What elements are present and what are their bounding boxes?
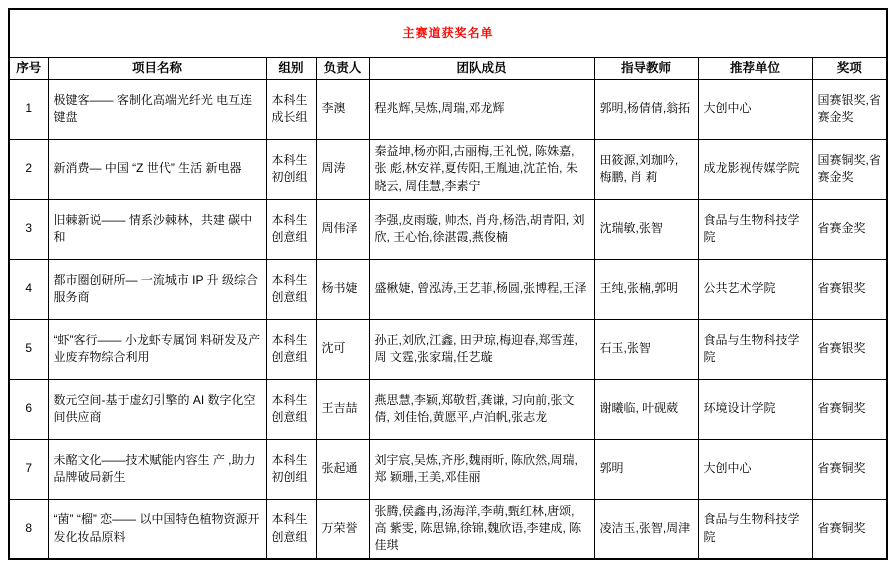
table-row: [9, 319, 887, 379]
cell-project: 旧棘新说—— 情系沙棘林，共建 碳中和: [48, 199, 266, 259]
cell-unit: 环境设计学院: [698, 379, 812, 439]
cell-no: 2: [9, 139, 48, 199]
cell-members: 盛楸婕, 曾泓涛,王艺菲,杨圆,张博程,王泽: [369, 259, 594, 319]
cell-advisors: 郭明: [594, 439, 698, 499]
cell-award: 省赛银奖: [812, 259, 887, 319]
cell-project: “菌” “榴” 恋—— 以中国特色植物资源开发化妆品原料: [48, 499, 266, 559]
cell-no: 1: [9, 79, 48, 139]
cell-advisors: 石玉,张智: [594, 319, 698, 379]
cell-leader: 万荣誉: [316, 499, 369, 559]
table-row: [9, 439, 887, 499]
table-row: [9, 379, 887, 439]
cell-members: 燕思慧,李颖,郑敬哲,龚谦, 习向前,张文倩, 刘佳怡,黄愿平,卢泊帆,张志龙: [369, 379, 594, 439]
cell-members: 张腾,侯鑫冉,汤海洋,李萌,甄红林,唐颂, 高 紫雯, 陈思锦,徐锦,魏欣语,李建成, 陈佳琪: [369, 499, 594, 559]
cell-advisors: 王纯,张楠,郭明: [594, 259, 698, 319]
cell-group: 本科生成长组: [266, 79, 316, 139]
cell-group: 本科生初创组: [266, 439, 316, 499]
cell-award: 省赛铜奖: [812, 499, 887, 559]
cell-no: 3: [9, 199, 48, 259]
cell-project: “虾”客行—— 小龙虾专属饲 料研发及产业废弃物综合利用: [48, 319, 266, 379]
cell-unit: 成龙影视传媒学院: [698, 139, 812, 199]
cell-project: 极键客—— 客制化高端光纤光 电互连键盘: [48, 79, 266, 139]
cell-no: 4: [9, 259, 48, 319]
page-title: 主赛道获奖名单: [9, 9, 887, 57]
column-header-advisors: 指导教师: [594, 57, 698, 79]
column-header-award: 奖项: [812, 57, 887, 79]
cell-members: 孙正,刘欣,江鑫, 田尹琼,梅迎春,郑雪莲,周 文霆,张家瑞,任艺璇: [369, 319, 594, 379]
cell-unit: 食品与生物科技学院: [698, 199, 812, 259]
table-row: [9, 139, 887, 199]
column-header-members: 团队成员: [369, 57, 594, 79]
table-header-row: [9, 57, 887, 79]
cell-members: 程兆辉,吴炼,周瑞,邓龙辉: [369, 79, 594, 139]
cell-unit: 公共艺术学院: [698, 259, 812, 319]
cell-leader: 张起通: [316, 439, 369, 499]
cell-members: 秦益坤,杨亦阳,古丽梅,王礼悦, 陈姝嘉, 张 彪,林安祥,夏传阳,王胤迪,沈芷怡, 朱晓云, 周佳慧,李素宁: [369, 139, 594, 199]
cell-no: 7: [9, 439, 48, 499]
cell-award: 国赛银奖,省赛金奖: [812, 79, 887, 139]
cell-group: 本科生创意组: [266, 379, 316, 439]
table-row: [9, 259, 887, 319]
cell-advisors: 田筱源,刘珈吟, 梅鹏, 肖 莉: [594, 139, 698, 199]
column-header-project: 项目名称: [48, 57, 266, 79]
table-row: [9, 499, 887, 559]
cell-group: 本科生初创组: [266, 139, 316, 199]
cell-unit: 食品与生物科技学院: [698, 319, 812, 379]
cell-award: 省赛金奖: [812, 199, 887, 259]
cell-advisors: 沈瑞敏,张智: [594, 199, 698, 259]
cell-leader: 周涛: [316, 139, 369, 199]
table-row: [9, 199, 887, 259]
cell-leader: 王吉喆: [316, 379, 369, 439]
cell-award: 省赛银奖: [812, 319, 887, 379]
table-body: [9, 79, 887, 559]
table-row: [9, 79, 887, 139]
cell-advisors: 谢曦临, 叶砚葳: [594, 379, 698, 439]
column-header-no: 序号: [9, 57, 48, 79]
title-row: [9, 9, 887, 57]
cell-advisors: 凌洁玉,张智,周津: [594, 499, 698, 559]
cell-project: 未酩文化——技术赋能内容生 产 ,助力品牌破局新生: [48, 439, 266, 499]
cell-leader: 杨书婕: [316, 259, 369, 319]
cell-group: 本科生创意组: [266, 259, 316, 319]
cell-project: 都市圈创研所— 一流城市 IP 升 级综合服务商: [48, 259, 266, 319]
column-header-group: 组别: [266, 57, 316, 79]
cell-leader: 李澳: [316, 79, 369, 139]
cell-no: 5: [9, 319, 48, 379]
cell-unit: 大创中心: [698, 439, 812, 499]
cell-award: 国赛铜奖,省赛金奖: [812, 139, 887, 199]
cell-leader: 沈可: [316, 319, 369, 379]
cell-project: 数元空间-基于虚幻引擎的 AI 数字化空间供应商: [48, 379, 266, 439]
award-list-table: [8, 8, 888, 560]
cell-no: 8: [9, 499, 48, 559]
cell-advisors: 郭明,杨倩倩,翁拓: [594, 79, 698, 139]
cell-project: 新消费— 中国 “Z 世代” 生活 新电器: [48, 139, 266, 199]
cell-group: 本科生创意组: [266, 499, 316, 559]
cell-members: 刘宇宸,吴炼,齐彤,魏雨昕, 陈欣然,周瑞,郑 颖珊,王美,邓佳丽: [369, 439, 594, 499]
cell-leader: 周伟泽: [316, 199, 369, 259]
cell-group: 本科生创意组: [266, 199, 316, 259]
cell-award: 省赛铜奖: [812, 439, 887, 499]
cell-no: 6: [9, 379, 48, 439]
cell-members: 李强,皮雨璇, 帅杰, 肖舟,杨浩,胡青阳, 刘欣, 王心怡,徐湛霞,燕俊楠: [369, 199, 594, 259]
column-header-unit: 推荐单位: [698, 57, 812, 79]
cell-unit: 大创中心: [698, 79, 812, 139]
column-header-leader: 负责人: [316, 57, 369, 79]
cell-unit: 食品与生物科技学院: [698, 499, 812, 559]
cell-group: 本科生创意组: [266, 319, 316, 379]
cell-award: 省赛铜奖: [812, 379, 887, 439]
